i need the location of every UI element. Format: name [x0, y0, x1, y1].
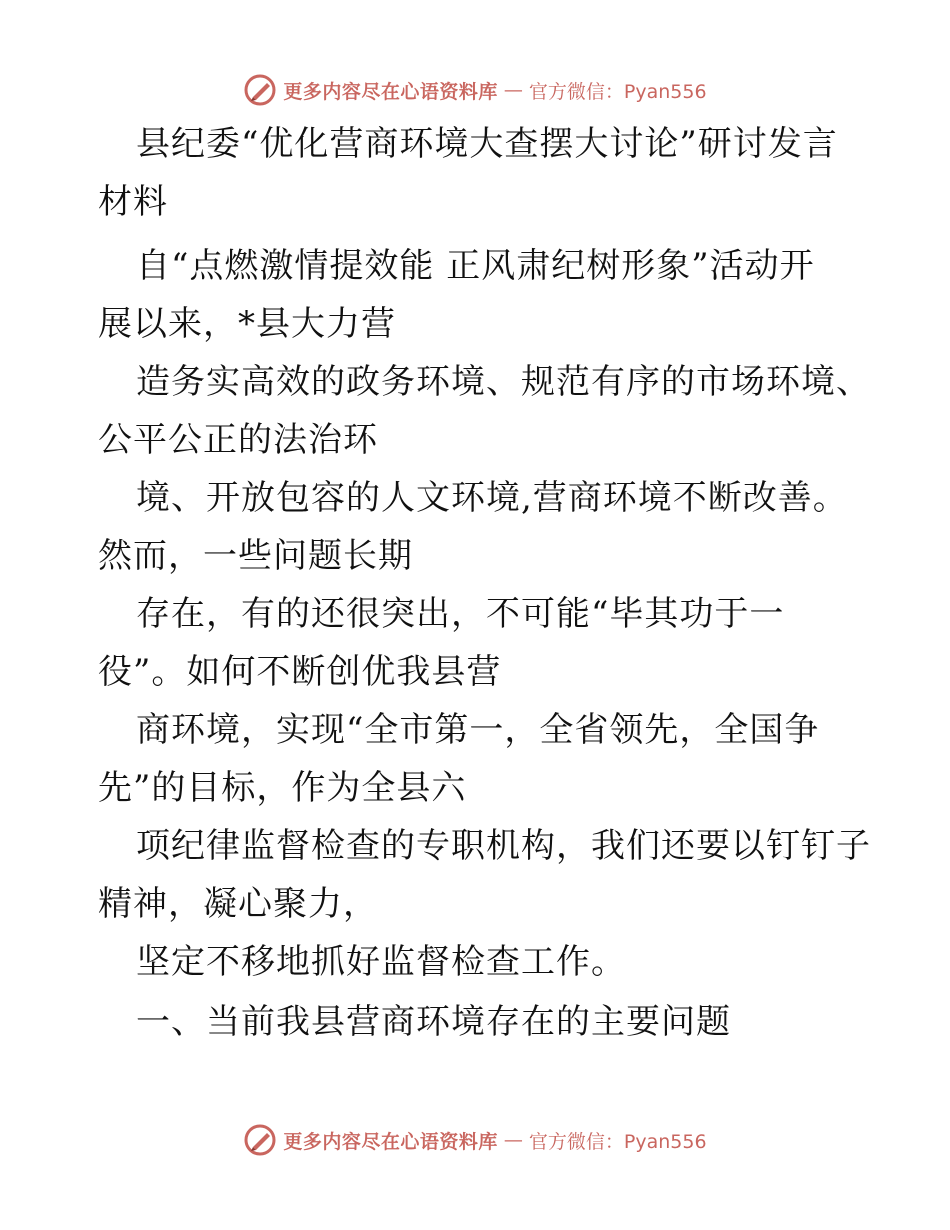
- doc-title-line-1: 县纪委“优化营商环境大查摆大讨论”研讨发言: [136, 124, 838, 164]
- paragraph-line: 公平公正的法治环: [98, 420, 378, 460]
- watermark-contact: 官方微信：Pyan556: [528, 80, 707, 103]
- watermark-contact: 官方微信：Pyan556: [528, 1130, 707, 1153]
- paragraph-line: 坚定不移地抓好监督检查工作。: [136, 942, 626, 982]
- paragraph-line: 项纪律监督检查的专职机构，我们还要以钉钉子: [136, 826, 871, 866]
- paragraph-line: 自“点燃激情提效能 正风肃纪树形象”活动开: [136, 246, 815, 286]
- paragraph-line: 先”的目标，作为全县六: [98, 768, 467, 808]
- header-watermark: [0, 70, 950, 110]
- watermark-dash: —: [503, 1129, 523, 1151]
- paragraph-line: 境、开放包容的人文环境,营商环境不断改善。: [136, 478, 848, 518]
- footer-watermark: [0, 1120, 950, 1160]
- paragraph-line: 展以来，*县大力营: [98, 304, 396, 344]
- watermark-dash: —: [503, 79, 523, 101]
- paragraph-line: 然而，一些问题长期: [98, 536, 413, 576]
- paragraph-line: 役”。如何不断创优我县营: [98, 652, 502, 692]
- doc-title-line-2: 材料: [98, 182, 168, 222]
- section-heading: 一、当前我县营商环境存在的主要问题: [136, 1002, 731, 1042]
- pen-logo-icon: [243, 1123, 277, 1157]
- paragraph-line: 商环境，实现“全市第一，全省领先，全国争: [136, 710, 820, 750]
- pen-logo-icon: [243, 73, 277, 107]
- paragraph-line: 精神，凝心聚力，: [98, 884, 378, 924]
- paragraph-line: 造务实高效的政务环境、规范有序的市场环境、: [136, 362, 871, 402]
- watermark-brand: 更多内容尽在心语资料库: [283, 1130, 498, 1153]
- watermark-brand: 更多内容尽在心语资料库: [283, 80, 498, 103]
- paragraph-line: 存在，有的还很突出，不可能“毕其功于一: [136, 594, 785, 634]
